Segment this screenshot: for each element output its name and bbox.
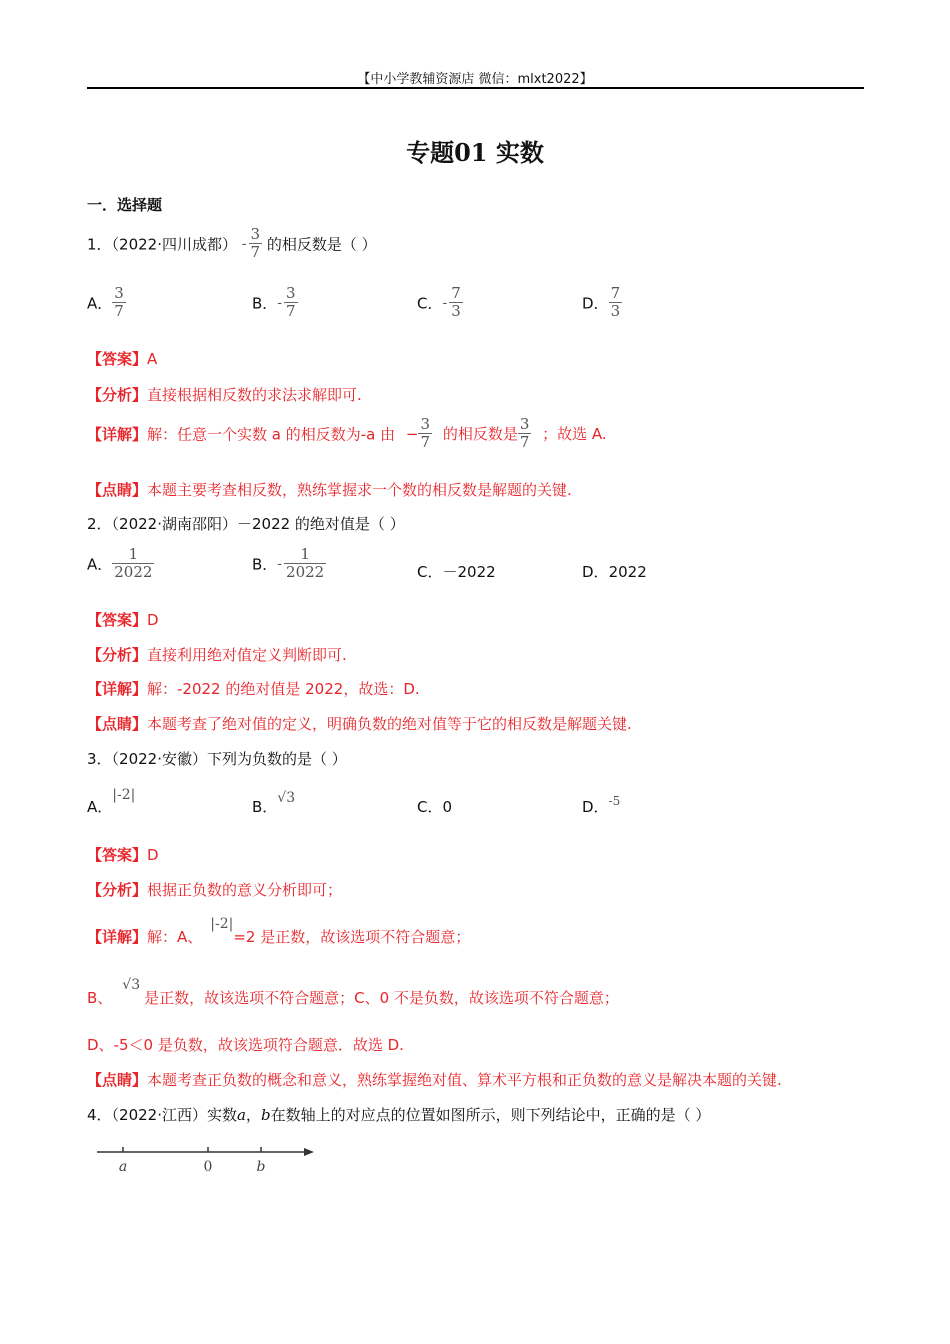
q1-stem-prefix: 1．（2022·四川成都）	[87, 235, 237, 254]
q2-option-d[interactable]: D．2022	[582, 563, 647, 581]
q1-fraction: $\frac{3}{7}$	[250, 225, 261, 262]
number-line-figure	[92, 1140, 322, 1180]
question-1	[87, 226, 377, 262]
q3-detail: 【详解】解：A、|-2|=2 是正数，故该选项不符合题意；	[87, 916, 471, 946]
number-line-arrow-icon	[304, 1148, 314, 1156]
q3-option-c[interactable]: C．0	[417, 798, 453, 816]
question-2: 2．（2022·湖南邵阳）－2022 的绝对值是（ ）	[87, 515, 405, 533]
q3-option-a[interactable]: A．|-2|	[87, 787, 136, 816]
q3-analysis: 【分析】根据正负数的意义分析即可；	[87, 881, 343, 899]
q1-option-a[interactable]: A． $\frac{3}{7}$	[87, 284, 124, 321]
q2-comment: 【点睛】本题考查了绝对值的定义，明确负数的绝对值等于它的相反数是解题关键.	[87, 715, 632, 733]
q3-detail-d: D、-5＜0 是负数，故该选项符合题意．故选 D.	[87, 1036, 404, 1054]
q1-analysis: 【分析】直接根据相反数的求法求解即可.	[87, 386, 362, 404]
q2-analysis: 【分析】直接利用绝对值定义判断即可.	[87, 646, 347, 664]
q3-comment: 【点睛】本题考查正负数的概念和意义，熟练掌握绝对值、算术平方根和正负数的意义是解决本题的关键.	[87, 1071, 782, 1089]
q1-answer: 【答案】A	[87, 350, 158, 368]
q3-answer: 【答案】D	[87, 846, 159, 864]
label-a: a	[118, 1159, 128, 1175]
q1-comment: 【点睛】本题主要考查相反数，熟练掌握求一个数的相反数是解题的关键.	[87, 481, 572, 499]
q3-option-b[interactable]: B．√3	[252, 790, 296, 816]
q1-option-c[interactable]: C．- $\frac{7}{3}$	[417, 284, 461, 321]
header-rule	[87, 87, 864, 89]
section-heading: 一．选择题	[87, 196, 163, 214]
q3-detail-b: B、√3是正数，故该选项不符合题意；C、0 不是负数，故该选项不符合题意；	[87, 977, 619, 1007]
q1-stem-suffix: 的相反数是（ ）	[266, 235, 377, 254]
label-zero: 0	[203, 1159, 213, 1175]
q3-option-d[interactable]: D．-5	[582, 794, 621, 816]
page-header: 【中小学教辅资源店 微信：mlxt2022】	[357, 72, 593, 87]
page-title: 专题01 实数	[406, 138, 544, 167]
q1-option-d[interactable]: D． $\frac{7}{3}$	[582, 284, 621, 321]
q2-option-b[interactable]: B．- $\frac{1}{2022}$	[252, 545, 325, 582]
q2-option-c[interactable]: C．－2022	[417, 563, 496, 581]
q1-detail: 【详解】解：任意一个实数 a 的相反数为-a 由 − $\frac{3}{7}$ 的相反数是 $\frac{3}{7}$ ；故选 A.	[87, 415, 607, 452]
q2-detail: 【详解】解：-2022 的绝对值是 2022，故选：D.	[87, 680, 420, 698]
q2-option-a[interactable]: A． $\frac{1}{2022}$	[87, 545, 153, 582]
question-4: 4．（2022·江西）实数a，b在数轴上的对应点的位置如图所示，则下列结论中，正确的是（ ）	[87, 1106, 711, 1124]
q2-answer: 【答案】D	[87, 611, 159, 629]
question-3: 3．（2022·安徽）下列为负数的是（ ）	[87, 750, 347, 768]
q1-neg-sign: -	[241, 235, 247, 252]
label-b: b	[256, 1159, 266, 1175]
q1-option-b[interactable]: B．- $\frac{3}{7}$	[252, 284, 296, 321]
